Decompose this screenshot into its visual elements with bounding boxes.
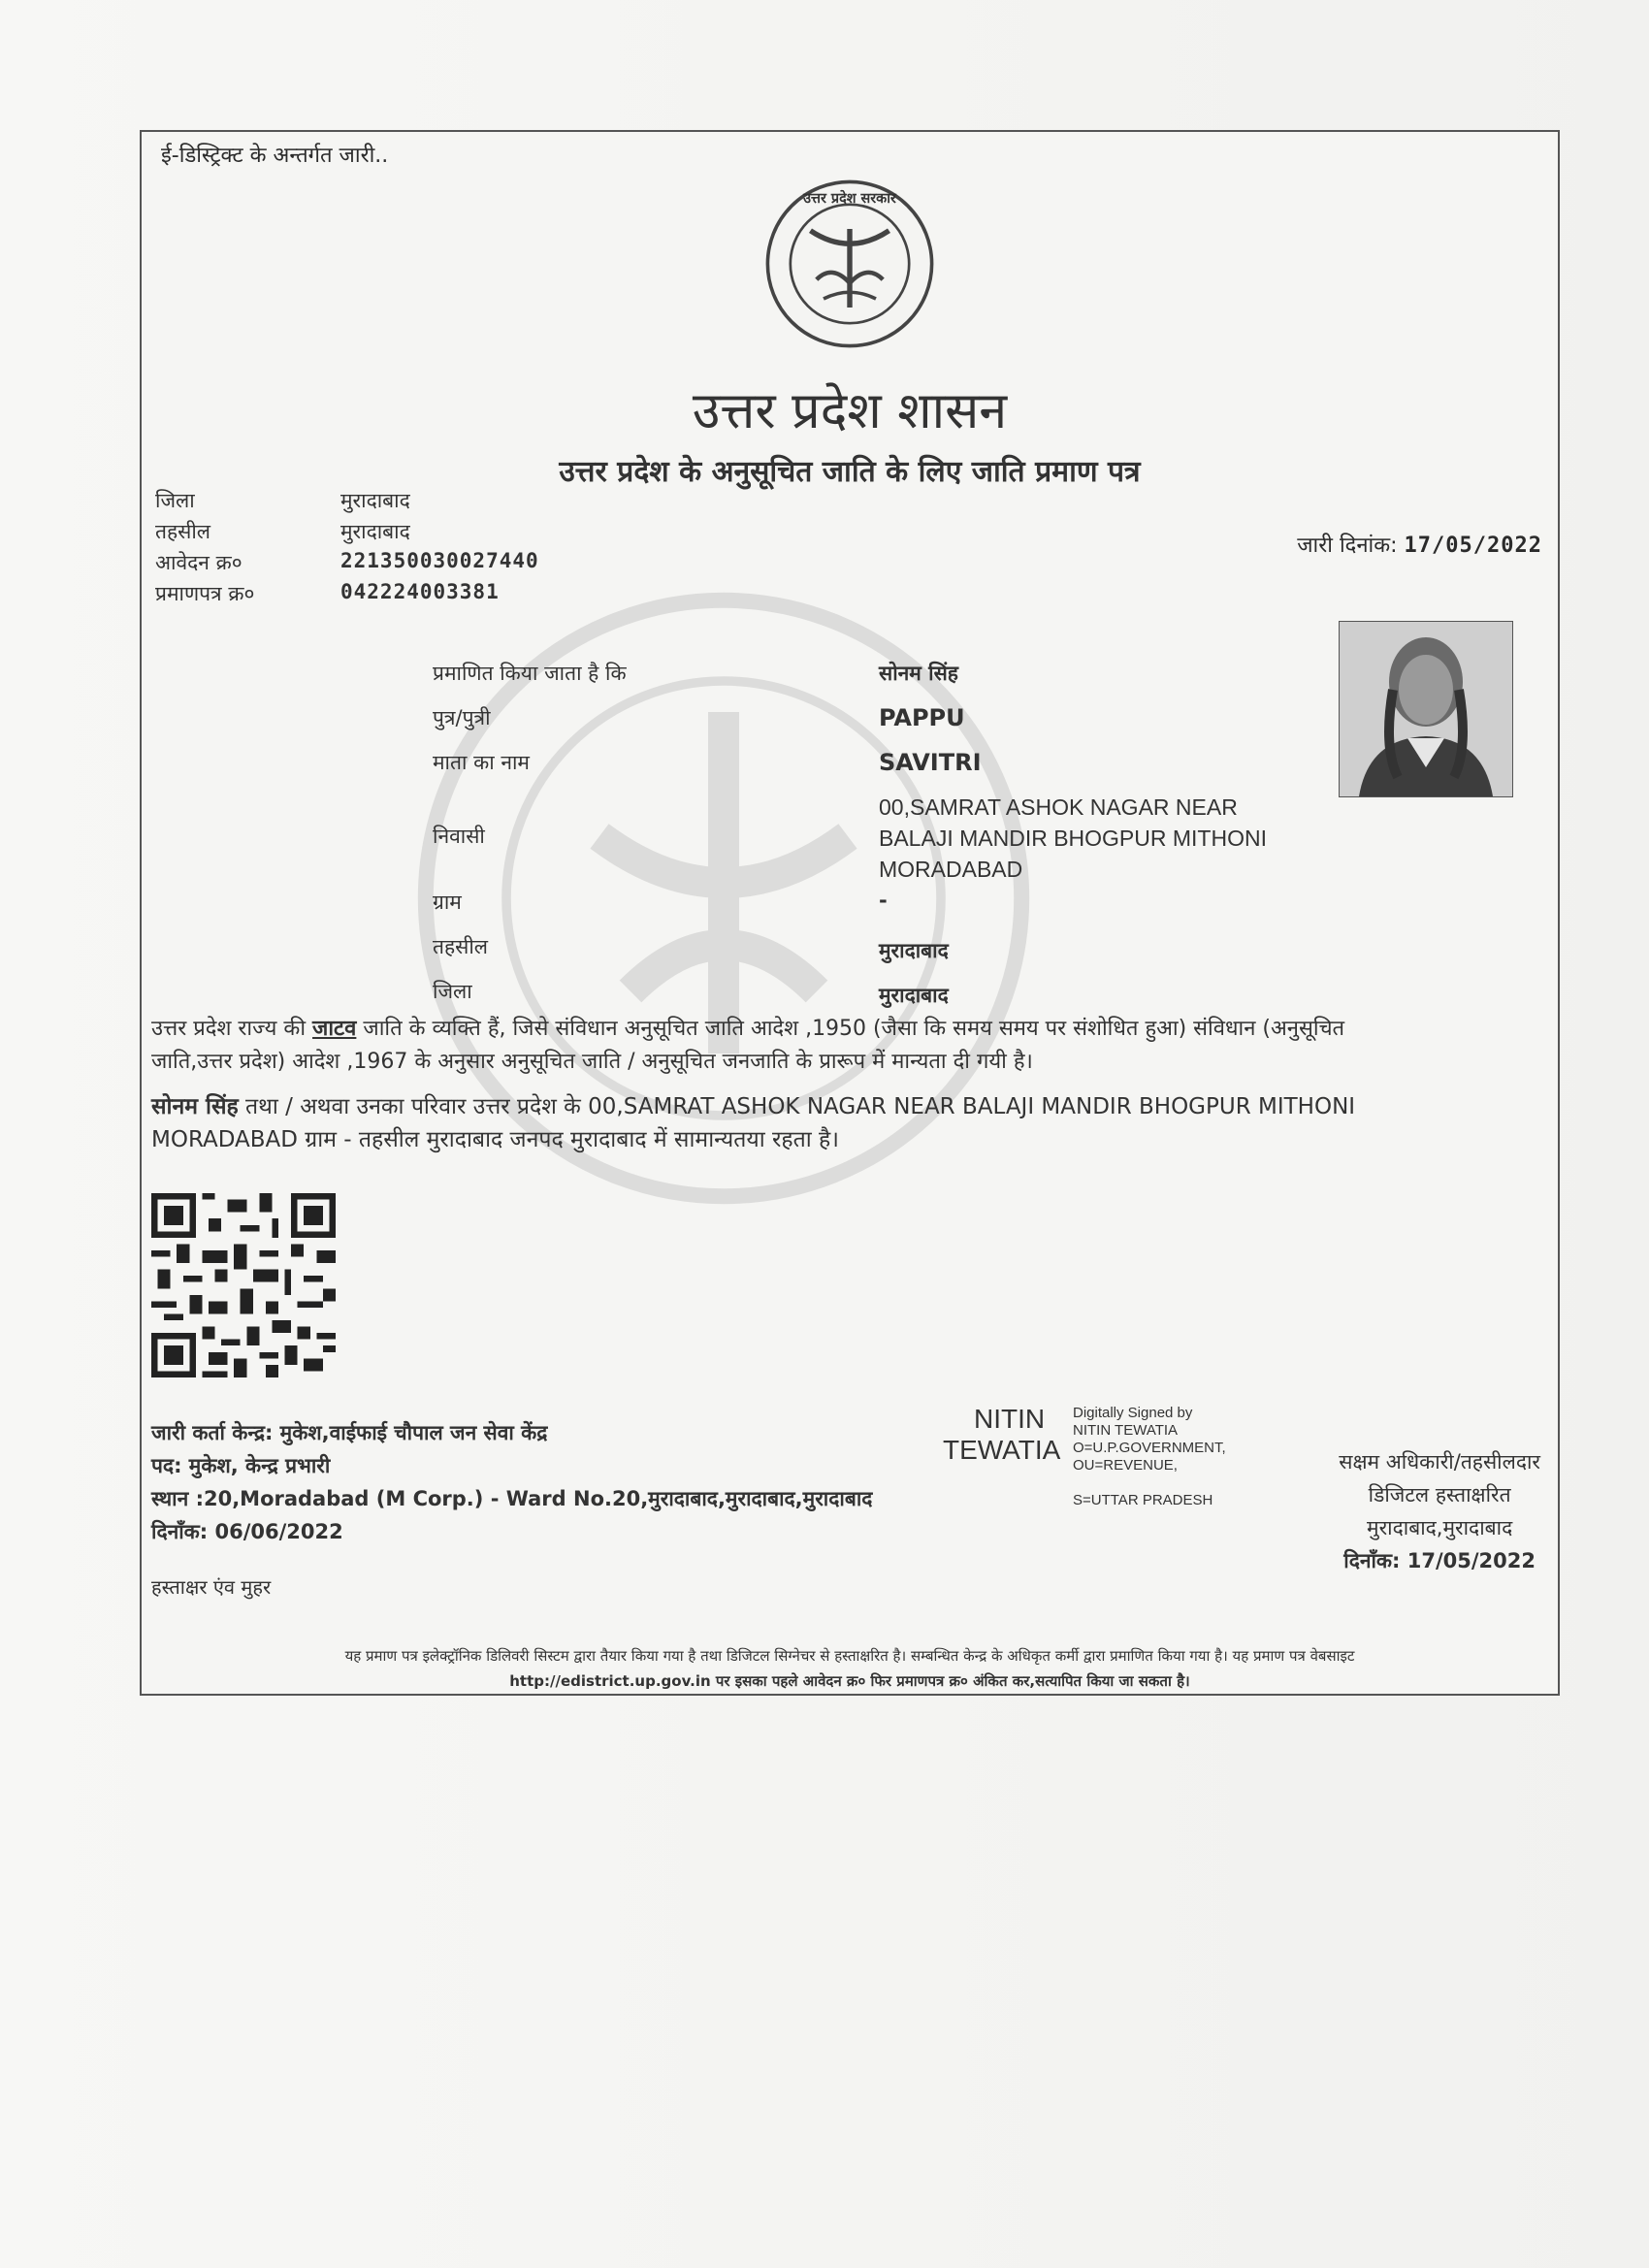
footer-line1: यह प्रमाण पत्र इलेक्ट्रॉनिक डिलिवरी सिस्टम द्वारा तैयार किया गया है तथा डिजिटल सिग्नेचर से हस्ताक्षरित है। सम्बन्धित केन्द्र के अधिकृत कर्मी द्वारा प्रमाणित किया गया है। यह प्रमाण पत्र वेबसाइट xyxy=(344,1647,1355,1665)
issue-date xyxy=(1297,530,1542,559)
para2-line1: तथा / अथवा उनका परिवार उत्तर प्रदेश के 00,SAMRAT ASHOK NAGAR NEAR BALAJI MANDIR BHOGPUR MITHONI xyxy=(238,1094,1356,1119)
issue-date-value: 17/05/2022 xyxy=(1404,534,1542,558)
signer-name-line2: TEWATIA xyxy=(943,1435,1061,1465)
para2-name: सोनम सिंह xyxy=(151,1094,239,1119)
issuer-post: पद: मुकेश, केन्द्र प्रभारी xyxy=(151,1454,331,1477)
application-number-value: 221350030027440 xyxy=(340,549,539,572)
sign-seal-label: हस्ताक्षर एंव मुहर xyxy=(151,1575,272,1599)
up-government-emblem-icon xyxy=(762,177,937,351)
authority-date: दिनाँक: 17/05/2022 xyxy=(1343,1549,1536,1572)
para1-pre: उत्तर प्रदेश राज्य की xyxy=(151,1017,313,1041)
applicant-name: सोनम सिंह xyxy=(879,662,958,685)
applicant-photo xyxy=(1339,621,1513,797)
signer-name-line1: NITIN xyxy=(974,1404,1046,1434)
address-block xyxy=(879,792,1267,885)
child-of-label: पुत्र/पुत्री xyxy=(433,706,491,729)
authority-location: मुरादाबाद,मुरादाबाद xyxy=(1367,1516,1513,1539)
mother-name: SAVITRI xyxy=(879,749,982,776)
certified-label: प्रमाणित किया जाता है कि xyxy=(433,662,627,685)
document-subtitle: उत्तर प्रदेश के अनुसूचित जाति के लिए जाति प्रमाण पत्र xyxy=(559,455,1141,489)
village-value: - xyxy=(879,889,888,912)
certificate-frame xyxy=(140,130,1560,1696)
signature-line: NITIN TEWATIA xyxy=(1073,1422,1179,1439)
tehsil-value: मुरादाबाद xyxy=(340,520,410,543)
document-title: उत्तर प्रदेश शासन xyxy=(692,382,1008,440)
authority-digital: डिजिटल हस्ताक्षरित xyxy=(1368,1483,1511,1507)
resident-label: निवासी xyxy=(433,825,485,848)
para1-post: जाति के व्यक्ति हैं, जिसे संविधान अनुसूचित जाति आदेश ,1950 (जैसा कि समय समय पर संशोधित हुआ) संविधान (अनुसूचित xyxy=(356,1017,1345,1041)
para1-line2: जाति,उत्तर प्रदेश) आदेश ,1967 के अनुसार अनुसूचित जाति / अनुसूचित जनजाति के प्रारूप में मान्यता दी गयी है। xyxy=(151,1050,1033,1074)
authority-block xyxy=(1339,1445,1540,1577)
residence-paragraph xyxy=(151,1090,1355,1156)
authority-title: सक्षम अधिकारी/तहसीलदार xyxy=(1339,1450,1540,1474)
signature-line: O=U.P.GOVERNMENT, xyxy=(1073,1440,1226,1456)
village-label: ग्राम xyxy=(433,891,462,914)
signature-line: Digitally Signed by xyxy=(1073,1405,1193,1421)
district-label: जिला xyxy=(155,489,195,512)
detail-tehsil-label: तहसील xyxy=(433,935,488,958)
signature-line: S=UTTAR PRADESH xyxy=(1073,1492,1213,1508)
footer-line2: http://edistrict.up.gov.in पर इसका पहले आवेदन क्र० फिर प्रमाणपत्र क्र० अंकित कर,सत्यापित किया जा सकता है। xyxy=(509,1672,1190,1690)
certificate-number-value: 042224003381 xyxy=(340,580,500,603)
qr-code-icon xyxy=(151,1193,336,1377)
verification-footer xyxy=(142,1643,1558,1694)
detail-tehsil-value: मुरादाबाद xyxy=(879,939,949,962)
detail-district-label: जिला xyxy=(433,980,472,1003)
para2-line2: MORADABAD ग्राम - तहसील मुरादाबाद जनपद मुरादाबाद में सामान्यतया रहता है। xyxy=(151,1127,839,1152)
signature-line: OU=REVENUE, xyxy=(1073,1457,1178,1474)
signature-line xyxy=(1073,1474,1226,1492)
issuer-block xyxy=(151,1416,872,1548)
certificate-number-label: प्रमाणपत्र क्र० xyxy=(155,582,255,605)
person-photo-icon xyxy=(1340,622,1512,796)
address-line: MORADABAD xyxy=(879,857,1023,882)
mother-label: माता का नाम xyxy=(433,751,530,774)
caste-name: जाटव xyxy=(312,1017,357,1041)
signature-details xyxy=(1073,1405,1226,1509)
tehsil-label: तहसील xyxy=(155,520,210,543)
father-name: PAPPU xyxy=(879,704,965,731)
issuer-center: जारी कर्ता केन्द्र: मुकेश,वाईफाई चौपाल जन सेवा केंद्र xyxy=(151,1421,548,1444)
issuer-place: स्थान :20,Moradabad (M Corp.) - Ward No.20,मुरादाबाद,मुरादाबाद,मुरादाबाद xyxy=(151,1487,873,1510)
district-value: मुरादाबाद xyxy=(340,489,410,512)
detail-district-value: मुरादाबाद xyxy=(879,984,949,1007)
emblem-text: उत्तर प्रदेश सरकार xyxy=(803,191,896,207)
issuer-date: दिनाँक: 06/06/2022 xyxy=(151,1520,343,1543)
caste-paragraph xyxy=(151,1013,1344,1079)
application-number-label: आवेदन क्र० xyxy=(155,551,242,574)
address-line: BALAJI MANDIR BHOGPUR MITHONI xyxy=(879,826,1267,851)
issue-date-label: जारी दिनांक: xyxy=(1297,534,1398,558)
address-line: 00,SAMRAT ASHOK NAGAR NEAR xyxy=(879,794,1238,820)
e-district-note: ई-डिस्ट्रिक्ट के अन्तर्गत जारी.. xyxy=(161,144,389,168)
